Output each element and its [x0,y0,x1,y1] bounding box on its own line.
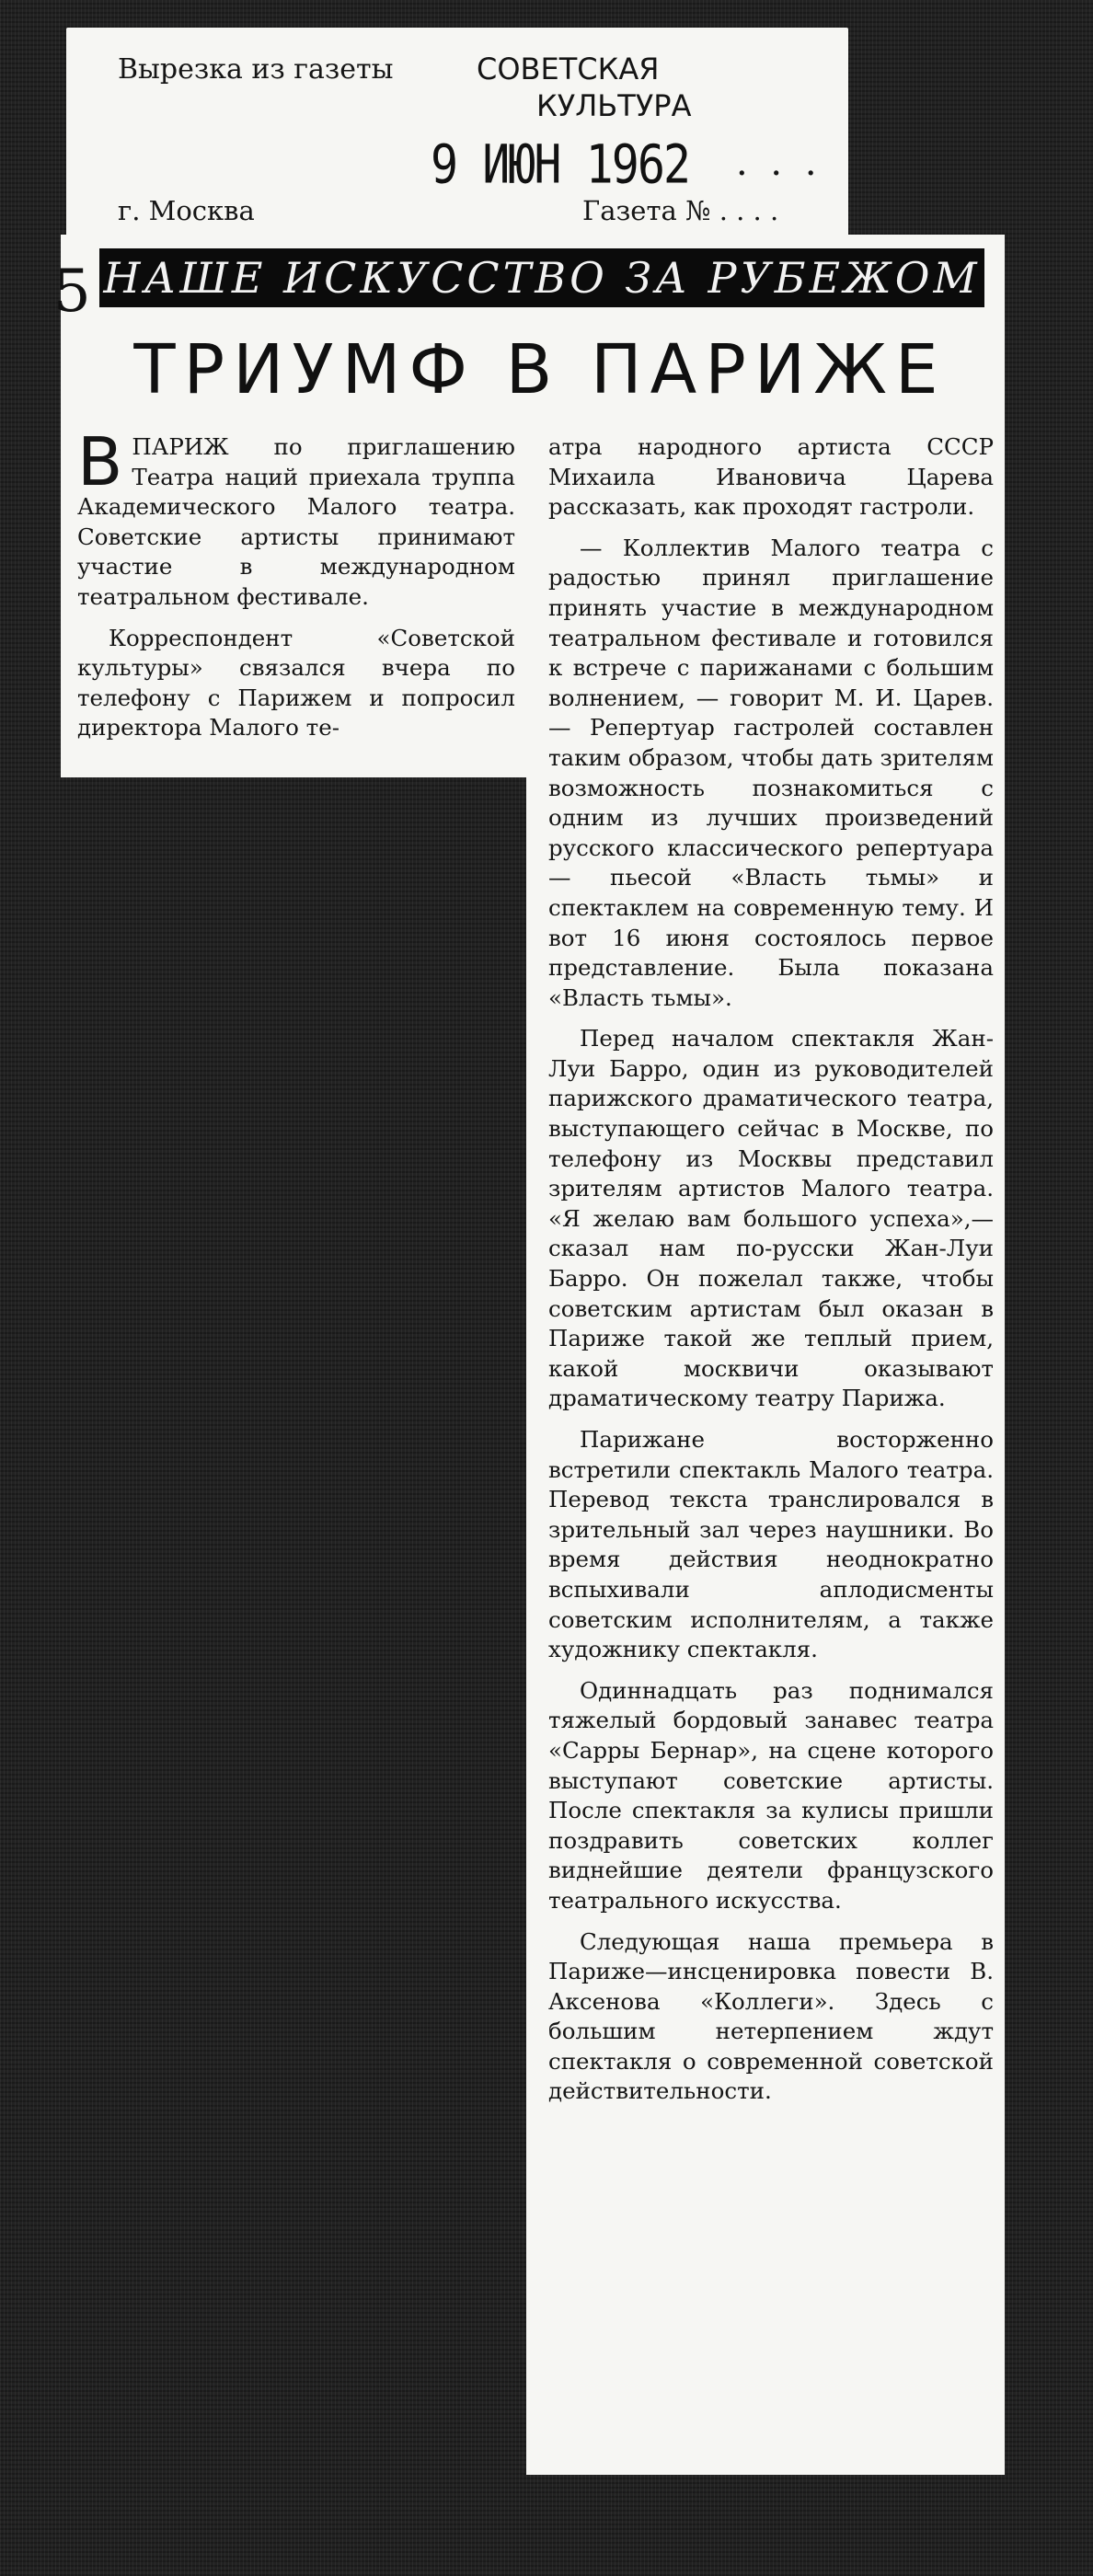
city-label: г. Москва [118,195,255,226]
newspaper-name-line2: КУЛЬТУРА [536,88,692,123]
gazeta-label: Газета № [582,195,711,226]
article-paragraph: Корреспондент «Советской культуры» связался вчера по телефону с Парижем и попросил директора Малого те- [77,624,515,742]
newspaper-name-line1: СОВЕТСКАЯ [477,52,660,86]
clipping-label: Вырезка из газеты [118,53,394,86]
date-stamp: 9 ИЮН 1962 [431,133,690,196]
article-paragraph: Следующая наша премьера в Париже—инсценировка повести В. Аксенова «Коллеги». Здесь с большим нетерпением ждут спектакля о современной советской действительности. [548,1927,994,2105]
lead-paragraph-text: ПАРИЖ по приглашению Театра наций приехала труппа Академического Малого театра. Советские артисты принимают участие в международном театральном фестивале. [77,433,515,610]
drop-cap: В [77,423,123,500]
article-paragraph: атра народного артиста СССР Михаила Ивановича Царева рассказать, как проходят гастроли. [548,433,994,521]
article-paragraph: Парижане восторженно встретили спектакль Малого театра. Перевод текста транслировался в зрительный зал через наушники. Во время действия неоднократно вспыхивали аплодисменты советским исполнителям, а также художнику спектакля. [548,1426,994,1663]
article-right-column [548,432,994,2107]
article-headline: ТРИУМФ В ПАРИЖЕ [133,330,947,409]
article-left-column [77,423,515,743]
gazeta-dots: . . . . [719,195,779,226]
date-stamp-dots: · · · [736,153,823,195]
newspaper-name [477,51,691,124]
article-paragraph: — Коллектив Малого театра с радостью принял приглашение принять участие в международном театральном фестивале и готовился к встрече с парижанами с большим волнением, — говорит М. И. Царев. — Репертуар гастролей составлен таким образом, чтобы дать зрителям возможность познакомиться с одним из лучших произведений русского классического репертуара — пьесой «Власть тьмы» и спектаклем на современную тему. И вот 16 июня состоялось первое представление. Была показана «Власть тьмы». [548,534,994,1011]
rubric-banner [99,248,984,307]
article-paragraph: Перед началом спектакля Жан-Луи Барро, один из руководителей парижского драматического театра, выступающего сейчас в Москве, по телефону из Москвы представил зрителям артистов Малого театра. «Я желаю вам большого успеха»,— сказал нам по-русски Жан-Луи Барро. Он пожелал также, чтобы советским артистам был оказан в Париже такой же теплый прием, какой москвичи оказывают драматическому театру Парижа. [548,1025,994,1412]
lead-paragraph [77,423,515,613]
article-paragraph: Одиннадцать раз поднимался тяжелый бордовый занавес театра «Сарры Бернар», на сцене которого выступают советские артисты. После спектакля за кулисы пришли поздравить советских коллег виднейшие деятели французского театрального искусства. [548,1676,994,1914]
rubric-text: НАШЕ ИСКУССТВО ЗА РУБЕЖОМ [103,253,981,303]
gazeta-number-label [582,195,778,226]
rubric-bracket-mark: 5 [53,258,91,326]
